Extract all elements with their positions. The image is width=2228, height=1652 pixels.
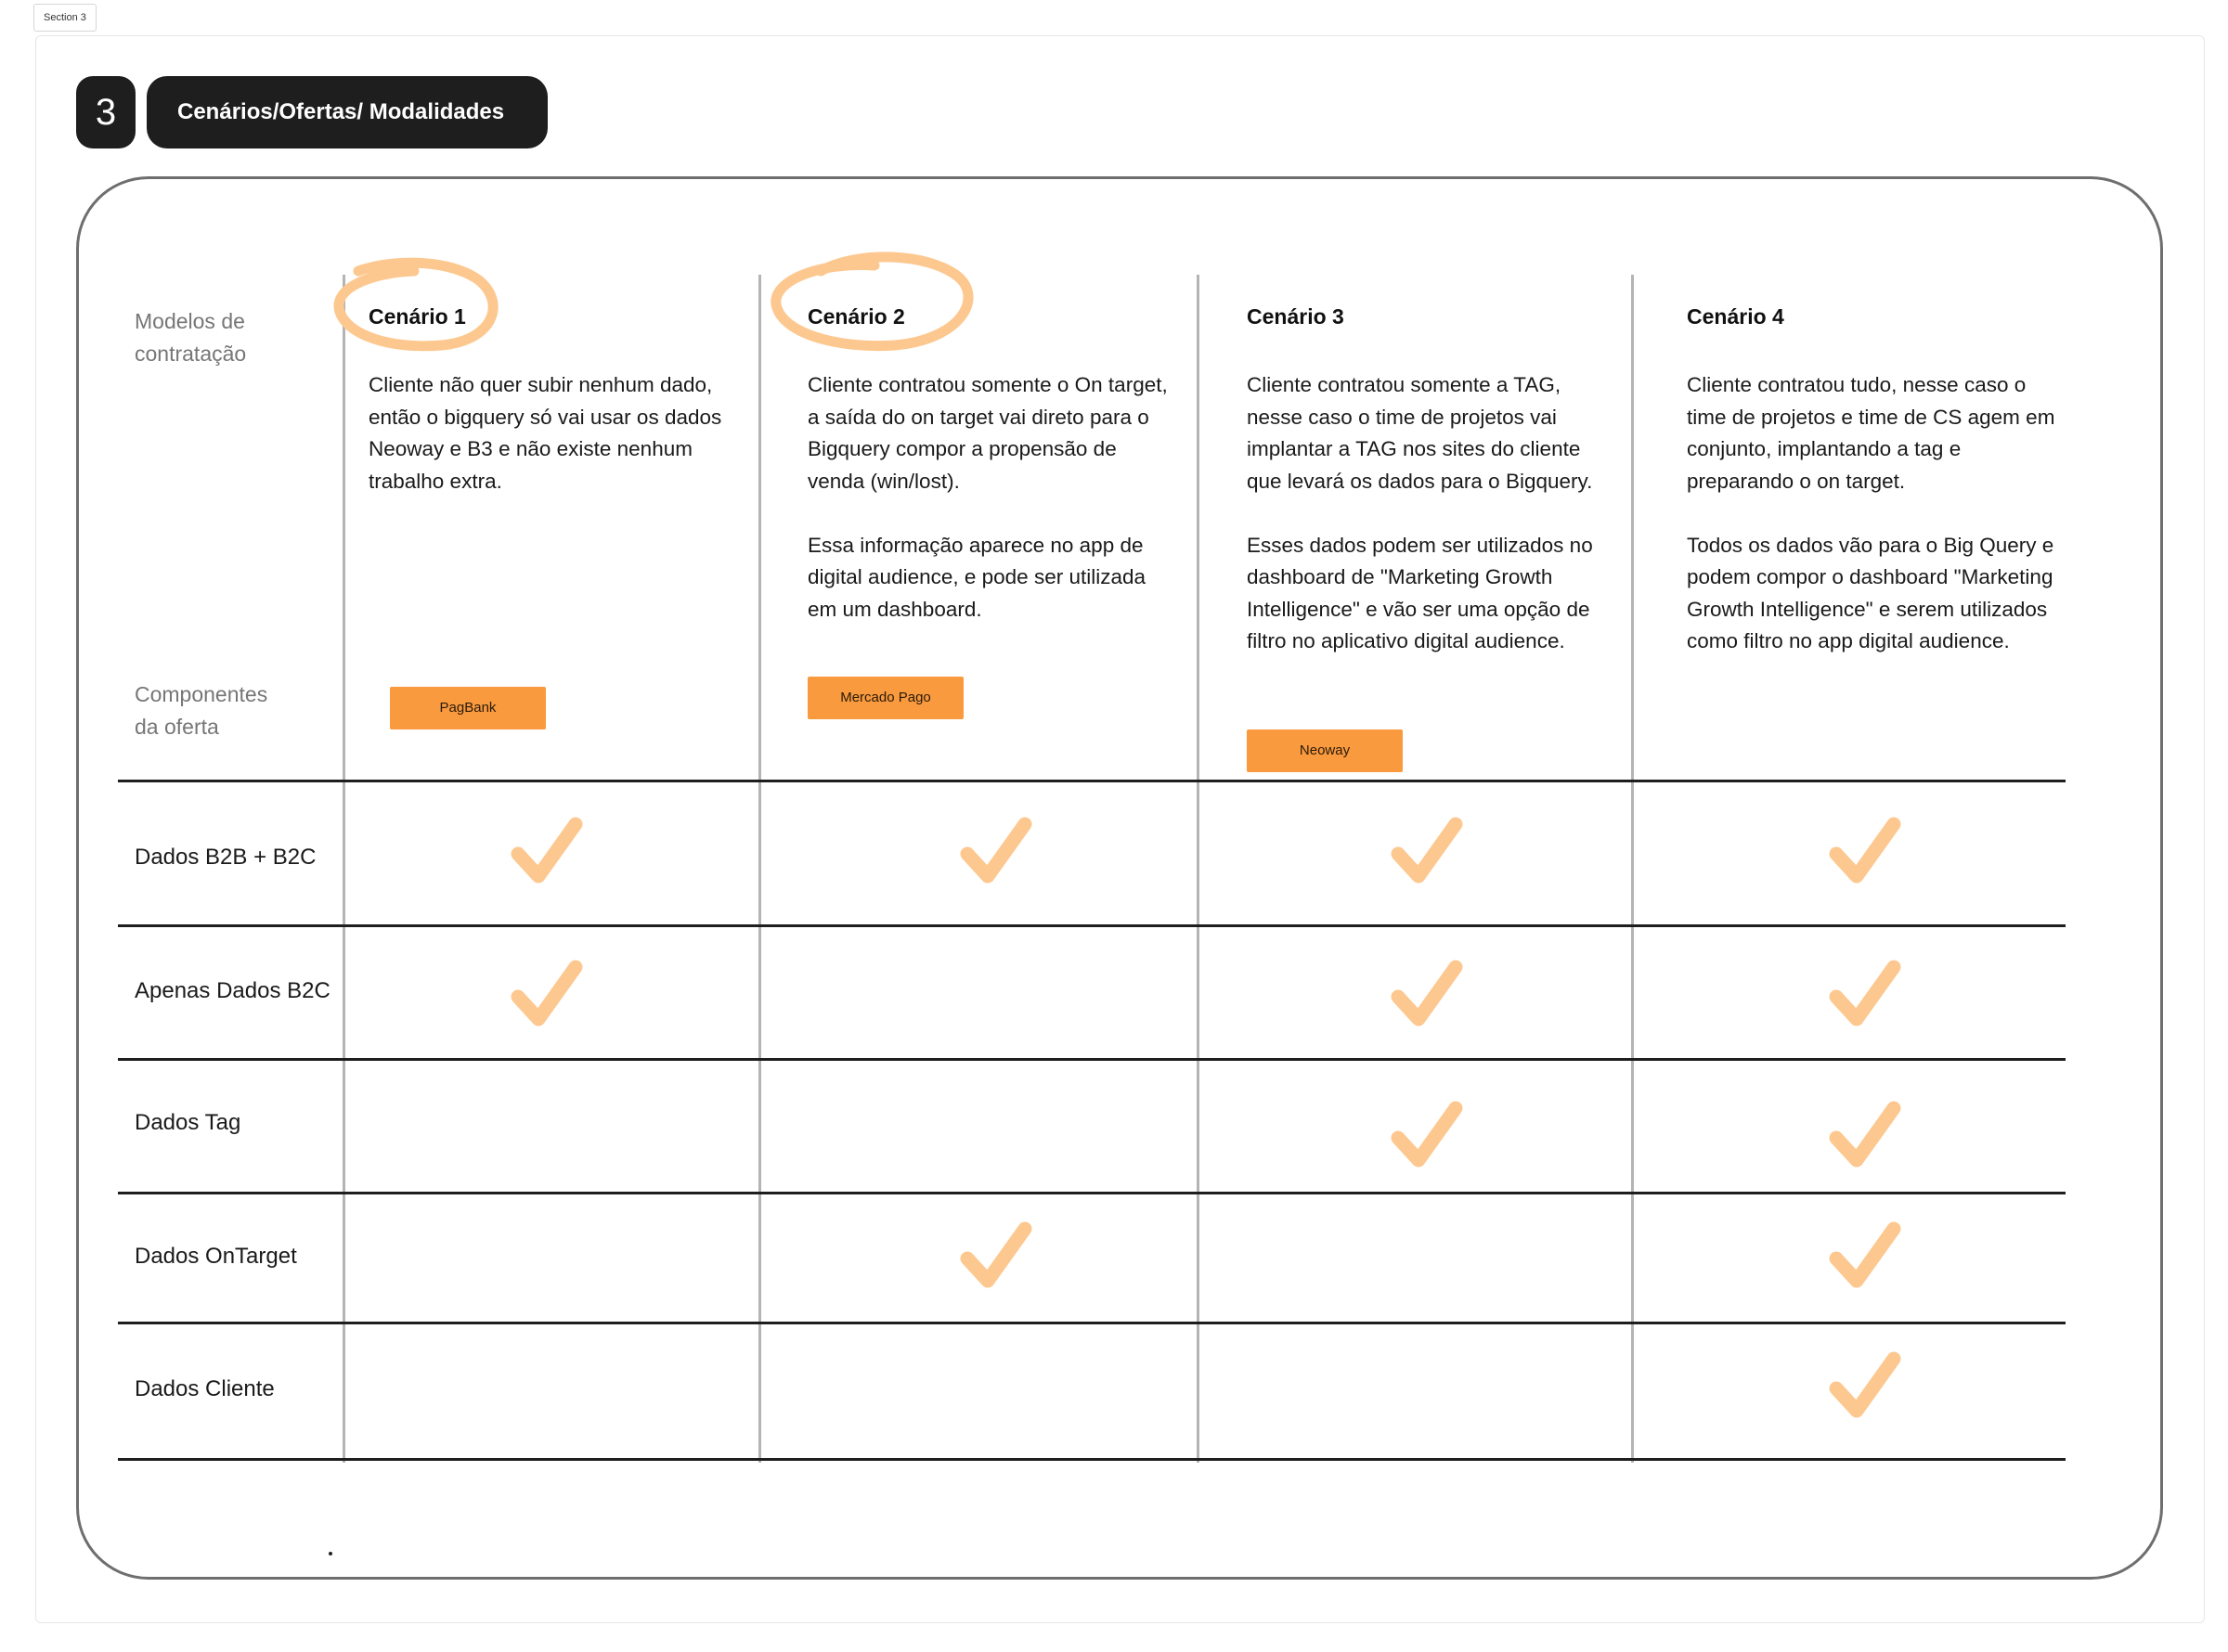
scenario-1-title: Cenário 1 <box>369 304 466 329</box>
check-icon <box>1387 956 1465 1034</box>
column-divider <box>758 275 761 1463</box>
check-icon <box>1825 956 1903 1034</box>
check-icon <box>507 956 585 1034</box>
check-icon <box>1825 813 1903 891</box>
column-divider <box>1197 275 1199 1463</box>
tag-neoway[interactable]: Neoway <box>1247 729 1403 772</box>
check-icon <box>1387 813 1465 891</box>
components-label: Componentes da oferta <box>135 682 268 739</box>
scenario-1-description: Cliente não quer subir nenhum dado, então o bigquery só vai usar os dados Neoway e B3 e não existe nenhum trabalho extra. <box>369 373 722 493</box>
scenario-3-title: Cenário 3 <box>1247 304 1344 329</box>
row-label-ontarget: Dados OnTarget <box>135 1244 297 1269</box>
section-number-badge: 3 <box>76 76 136 148</box>
row-divider <box>118 780 2066 782</box>
check-icon <box>507 813 585 891</box>
section-label[interactable]: Section 3 <box>33 4 97 32</box>
column-divider <box>343 275 345 1463</box>
row-label-b2b-b2c: Dados B2B + B2C <box>135 845 317 870</box>
scenario-4-title: Cenário 4 <box>1687 304 1784 329</box>
row-divider <box>118 1458 2066 1461</box>
row-divider <box>118 1058 2066 1061</box>
row-label-dados-tag: Dados Tag <box>135 1110 241 1135</box>
tag-pagbank[interactable]: PagBank <box>390 687 546 729</box>
check-icon <box>1387 1097 1465 1175</box>
column-divider <box>1631 275 1634 1463</box>
check-icon <box>1825 1348 1903 1426</box>
row-label-dados-cliente: Dados Cliente <box>135 1376 275 1401</box>
scenario-4-description: Cliente contratou tudo, nesse caso o time de projetos e time de CS agem em conjunto, implantando a tag e preparando o on target. Todos os dados vão para o Big Query e podem compor o dashboard "Marketing Growth Intelligence" e serem utilizados como filtro no app digital audience. <box>1687 373 2055 652</box>
check-icon <box>1825 1218 1903 1296</box>
tag-mercado-pago[interactable]: Mercado Pago <box>808 677 964 719</box>
row-divider <box>118 924 2066 927</box>
row-divider <box>118 1192 2066 1194</box>
row-label-apenas-b2c: Apenas Dados B2C <box>135 978 330 1003</box>
check-icon <box>956 813 1034 891</box>
row-divider <box>118 1322 2066 1324</box>
section-title: Cenários/Ofertas/ Modalidades <box>147 76 548 148</box>
check-icon <box>956 1218 1034 1296</box>
scenario-2-title: Cenário 2 <box>808 304 905 329</box>
models-label: Modelos de contratação <box>135 309 247 366</box>
scenario-2-description: Cliente contratou somente o On target, a saída do on target vai direto para o Bigquery compor a propensão de venda (win/lost). Essa informação aparece no app de digital audience, e pode ser utilizada em um dashboard. <box>808 373 1168 621</box>
stray-dot <box>329 1552 332 1555</box>
highlight-scribble-cenario-2 <box>765 243 988 362</box>
scenario-3-description: Cliente contratou somente a TAG, nesse caso o time de projetos vai implantar a TAG nos sites do cliente que levará os dados para o Bigquery. Esses dados podem ser utilizados no dashboard de "Marketing Growth Intelligence" e vão ser uma opção de filtro no aplicativo digital audience. <box>1247 373 1593 652</box>
check-icon <box>1825 1097 1903 1175</box>
